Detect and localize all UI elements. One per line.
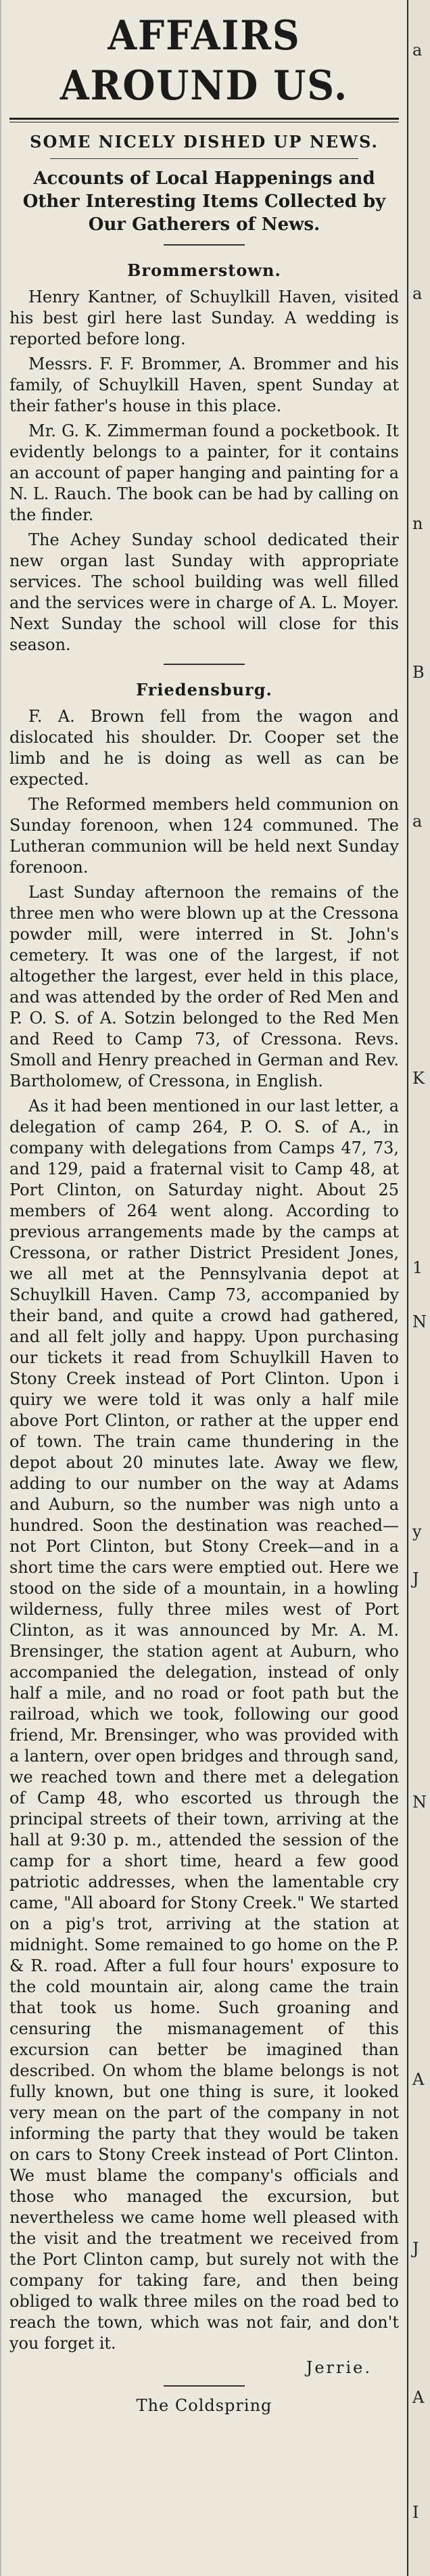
paragraph: Messrs. F. F. Brommer, A. Brommer and his family, of Schuylkill Haven, spent Sunday at their father's house in this place. — [9, 354, 399, 415]
fragment-text: K — [412, 1069, 425, 1088]
deck: Accounts of Local Happenings and Other Interesting Items Collected by Our Gatherers of News. — [22, 168, 386, 235]
paragraph: F. A. Brown fell from the wagon and dislocated his shoulder. Dr. Cooper set the limb and he is doing as well as can be expected. — [9, 707, 399, 789]
fragment-text: 1 — [412, 1258, 423, 1277]
subhead-rule — [50, 158, 358, 159]
paragraph: As it had been mentioned in our last letter, a delegation of camp 264, P. O. S. of A., in company with delegations from Camps 47, 73, and 129, paid a fraternal visit to Camp 48, at Port Clinton, on Saturday night. About 25 members of 264 went along. According to previous arrangements made by the camps at Cressona, or rather District President Jones, we all met at the Pennsylvania depot at Schuylkill Haven. Camp 73, accompanied by their band, and quite a crowd had gathered, and all felt jolly and happy. Upon purchasing our tickets it read from Schuylkill Haven to Stony Creek instead of Port Clinton. Upon i quiry we were told it was only a half mile above Port Clinton, or rather at the upper end of town. The train came thundering in the depot about 20 minutes late. Away we flew, adding to our number on the way at Adams and Auburn, so the number was nigh unto a hundred. Soon the destination was reached—not Port Clinton, but Stony Creek—and in a short time the cars were emptied out. Here we stood on the side of a mountain, in a howling wilderness, fully three miles west of Port Clinton, as it was announced by Mr. A. M. Brensinger, the station agent at Auburn, who accompanied the delegation, instead of only half a mile, and no road or foot path but the railroad, which we took, following our good friend, Mr. Brensinger, who was provided with a lantern, over open bridges and through sand, we reached town and there met a delegation of Camp 48, who escorted us through the principal streets of their town, arriving at the hall at 9:30 p. m., attended the session of the camp for a short time, heard a few good patriotic addresses, when the lamentable cry came, "All aboard for Stony Creek." We started on a pig's trot, arriving at the station at midnight. Some remained to go home on the P. & R. road. After a full four hours' exposure to the cold mountain air, along came the train that took us home. Such groaning and censuring the mismanagement of this excursion can better be imagined than described. On whom the blame belongs is not fully known, but one thing is sure, it looked very mean on the part of the company in not informing the party that they would be taken on cars to Stony Creek instead of Port Clinton. We must blame the company's officials and those who managed the excursion, but nevertheless we came home well pleased with the visit and the treatment we received from the Port Clinton camp, but surely not with the company for taking fare, and then being obliged to walk three miles on the road bed to reach the town, which was not fair, and don't you forget it. — [9, 1097, 399, 2353]
paragraph: The Achey Sunday school dedicated their new organ last Sunday with appropriate services. The school building was well filled and the services were in charge of A. L. Moyer. Next Sunday the school will close for this season. — [9, 530, 399, 654]
signature: Jerrie. — [306, 2358, 372, 2377]
masthead: AFFAIRS AROUND US. — [59, 12, 349, 110]
fragment-text: y — [412, 1522, 422, 1541]
next-section-heading: The Coldspring — [136, 2396, 272, 2415]
fragment-text: J — [412, 1569, 419, 1588]
fragment-text: N — [412, 1312, 427, 1331]
paragraph: Last Sunday afternoon the remains of the three men who were blown up at the Cressona powder mill, were interred in St. John's cemetery. It was one of the largest, if not altogether the largest, ever held in this place, and was attended by the order of Red Men and P. O. S. of A. Sotzin belonged to the Red Men and Reed to Camp 73, of Cressona. Revs. Smoll and Henry preached in German and Rev. Bartholomew, of Cressona, in English. — [9, 883, 399, 1090]
fragment-text: n — [412, 514, 423, 533]
fragment-text: A — [412, 2388, 425, 2407]
section-heading-brommerstown: Brommerstown. — [127, 260, 281, 280]
section-heading-friedensburg: Friedensburg. — [136, 680, 272, 699]
paragraph: Mr. G. K. Zimmerman found a pocketbook. It evidently belongs to a painter, for it contains an account of paper hanging and painting for a N. L. Rauch. The book can be had by calling on the finder. — [9, 421, 399, 524]
fragment-text: I — [412, 2503, 419, 2522]
paragraph: Henry Kantner, of Schuylkill Haven, visited his best girl here last Sunday. A wedding is reported before long. — [9, 288, 399, 348]
fragment-text: a — [412, 41, 423, 60]
deck-rule — [164, 244, 245, 246]
fragment-text: a — [412, 284, 423, 303]
masthead-rule — [9, 118, 399, 122]
fragment-text: J — [412, 2239, 419, 2258]
column-left-rule — [0, 0, 1, 2576]
fragment-text: A — [412, 2070, 425, 2089]
section-rule — [164, 664, 245, 665]
paragraph: The Reformed members held communion on Sunday forenoon, when 124 communed. The Lutheran communion will be held next Sunday forenoon. — [9, 795, 399, 877]
fragment-text: N — [412, 1793, 427, 1812]
fragment-text: a — [412, 812, 423, 831]
section-rule — [164, 2385, 245, 2387]
subhead: SOME NICELY DISHED UP NEWS. — [30, 132, 379, 152]
fragment-text: B — [412, 663, 425, 682]
adjacent-column-fragment — [407, 0, 430, 2576]
